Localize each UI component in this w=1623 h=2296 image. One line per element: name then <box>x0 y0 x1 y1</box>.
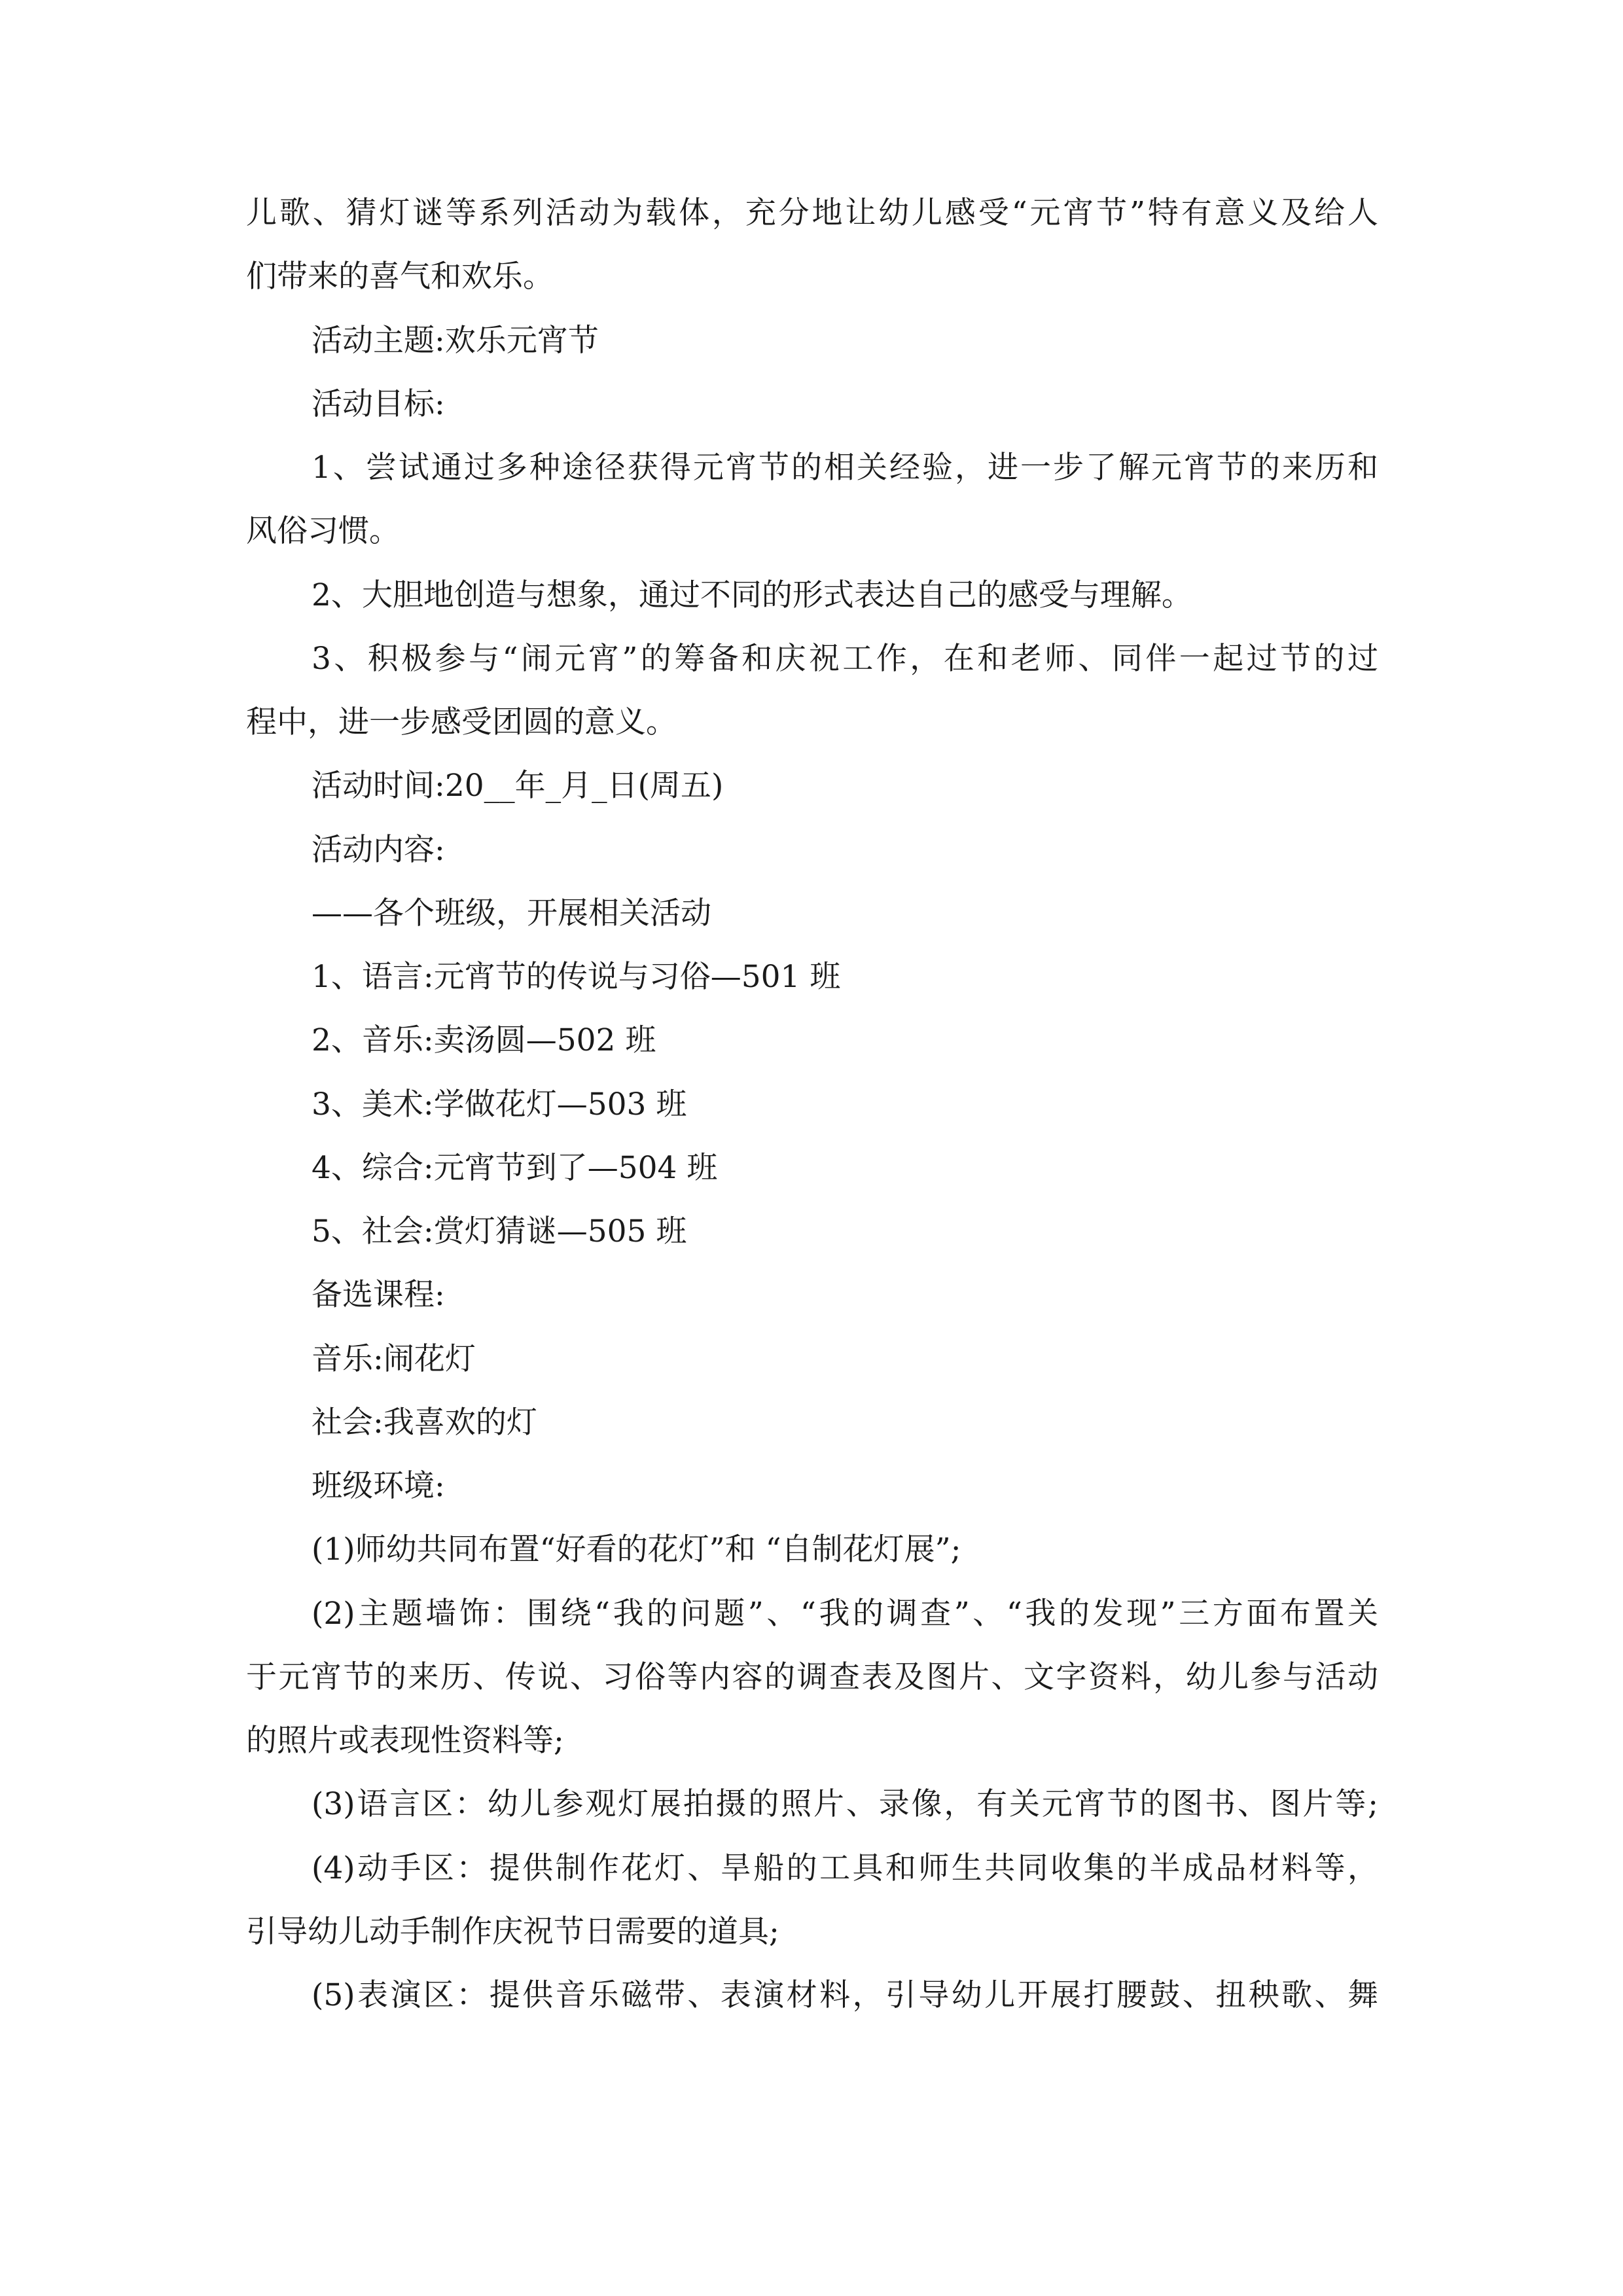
environment-item-5-line-1: (5)表演区：提供音乐磁带、表演材料，引导幼儿开展打腰鼓、扭秧歌、舞 <box>312 1977 1378 2013</box>
activity-content-heading: 活动内容: <box>312 832 445 868</box>
goal-1-line-2: 风俗习惯。 <box>246 513 400 549</box>
class-environment-heading: 班级环境: <box>312 1468 445 1504</box>
activity-goals-heading: 活动目标: <box>312 386 445 422</box>
activity-time: 活动时间:20__年_月_日(周五) <box>312 768 724 804</box>
class-activity-3: 3、美术:学做花灯—503 班 <box>312 1086 687 1122</box>
optional-course-social: 社会:我喜欢的灯 <box>312 1405 537 1441</box>
class-activity-1: 1、语言:元宵节的传说与习俗—501 班 <box>312 959 841 995</box>
goal-3-line-1: 3、积极参与“闹元宵”的筹备和庆祝工作，在和老师、同伴一起过节的过 <box>312 641 1378 677</box>
paragraph-intro-line-1: 儿歌、猜灯谜等系列活动为载体，充分地让幼儿感受“元宵节”特有意义及给人 <box>246 195 1378 231</box>
goal-3-line-2: 程中，进一步感受团圆的意义。 <box>246 704 677 740</box>
goal-2: 2、大胆地创造与想象，通过不同的形式表达自己的感受与理解。 <box>312 577 1192 613</box>
environment-item-4-line-2: 引导幼儿动手制作庆祝节日需要的道具; <box>246 1914 779 1950</box>
environment-item-3: (3)语言区：幼儿参观灯展拍摄的照片、录像，有关元宵节的图书、图片等; <box>312 1786 1378 1822</box>
environment-item-2-line-2: 于元宵节的来历、传说、习俗等内容的调查表及图片、文字资料，幼儿参与活动 <box>246 1659 1378 1695</box>
class-activity-5: 5、社会:赏灯猜谜—505 班 <box>312 1213 687 1249</box>
environment-item-1: (1)师幼共同布置“好看的花灯”和 “自制花灯展”; <box>312 1532 961 1568</box>
class-activity-4: 4、综合:元宵节到了—504 班 <box>312 1150 718 1186</box>
activity-theme: 活动主题:欢乐元宵节 <box>312 323 599 359</box>
optional-courses-heading: 备选课程: <box>312 1277 445 1313</box>
environment-item-4-line-1: (4)动手区：提供制作花灯、旱船的工具和师生共同收集的半成品材料等， <box>312 1850 1378 1886</box>
environment-item-2-line-1: (2)主题墙饰：围绕“我的问题”、“我的调查”、“我的发现”三方面布置关 <box>312 1596 1378 1632</box>
goal-1-line-1: 1、尝试通过多种途径获得元宵节的相关经验，进一步了解元宵节的来历和 <box>312 450 1378 486</box>
optional-course-music: 音乐:闹花灯 <box>312 1341 476 1377</box>
environment-item-2-line-3: 的照片或表现性资料等; <box>246 1723 564 1759</box>
class-activity-2: 2、音乐:卖汤圆—502 班 <box>312 1022 656 1058</box>
class-activities-intro: ——各个班级，开展相关活动 <box>312 895 711 931</box>
paragraph-intro-line-2: 们带来的喜气和欢乐。 <box>246 259 554 295</box>
